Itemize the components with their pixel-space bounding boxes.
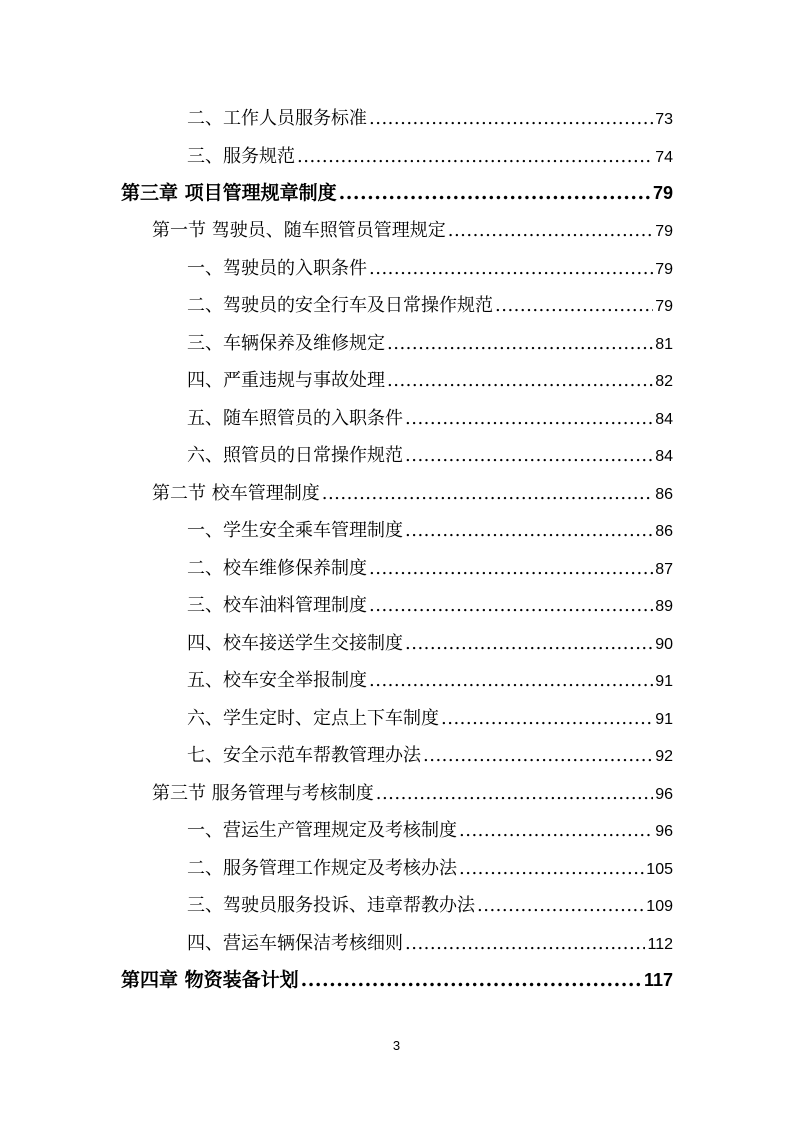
toc-section-entry[interactable] — [152, 222, 673, 240]
toc-leader-dots — [369, 597, 653, 615]
toc-entry-page: 91 — [655, 673, 673, 690]
toc-entry[interactable] — [187, 747, 673, 765]
toc-leader-dots — [459, 822, 653, 840]
toc-entry-title: 第四章 物资装备计划 — [121, 969, 299, 991]
toc-entry-page: 87 — [655, 561, 673, 578]
toc-entry-title: 六、学生定时、定点上下车制度 — [187, 708, 439, 729]
toc-leader-dots — [405, 935, 645, 953]
toc-entry-title: 七、安全示范车帮教管理办法 — [187, 745, 421, 766]
toc-entry[interactable] — [187, 410, 673, 428]
toc-entry-page: 79 — [655, 223, 673, 240]
toc-entry[interactable] — [187, 297, 673, 315]
toc-entry-title: 三、服务规范 — [187, 146, 295, 167]
toc-entry-page: 84 — [655, 411, 673, 428]
toc-leader-dots — [369, 110, 653, 128]
toc-entry-page: 79 — [655, 298, 673, 315]
toc-leader-dots — [441, 710, 653, 728]
toc-leader-dots — [369, 672, 653, 690]
toc-entry-page: 105 — [646, 861, 673, 878]
toc-entry-page: 81 — [655, 336, 673, 353]
toc-entry-title: 一、驾驶员的入职条件 — [187, 258, 367, 279]
toc-entry-page: 86 — [655, 486, 673, 503]
toc-entry-title: 五、校车安全举报制度 — [187, 670, 367, 691]
toc-leader-dots — [477, 897, 644, 915]
toc-section-entry[interactable] — [152, 485, 673, 503]
toc-entry-title: 一、学生安全乘车管理制度 — [187, 520, 403, 541]
toc-entry-page: 74 — [655, 149, 673, 166]
toc-leader-dots — [495, 297, 653, 315]
toc-leader-dots — [423, 747, 653, 765]
toc-entry-title: 六、照管员的日常操作规范 — [187, 445, 403, 466]
toc-entry[interactable] — [187, 710, 673, 728]
toc-entry-title: 四、严重违规与事故处理 — [187, 370, 385, 391]
toc-leader-dots — [387, 372, 653, 390]
toc-entry[interactable] — [187, 672, 673, 690]
toc-leader-dots — [376, 785, 653, 803]
toc-entry-page: 84 — [655, 448, 673, 465]
toc-entry-page: 96 — [655, 823, 673, 840]
toc-entry[interactable] — [187, 635, 673, 653]
toc-entry-page: 86 — [655, 523, 673, 540]
toc-leader-dots — [369, 560, 653, 578]
toc-entry-title: 一、营运生产管理规定及考核制度 — [187, 820, 457, 841]
toc-entry-title: 第一节 驾驶员、随车照管员管理规定 — [152, 220, 446, 241]
toc-entry-page: 79 — [655, 261, 673, 278]
toc-leader-dots — [405, 410, 653, 428]
toc-entry[interactable] — [187, 560, 673, 578]
toc-entry-page: 79 — [652, 183, 673, 203]
toc-entry[interactable] — [187, 260, 673, 278]
toc-leader-dots — [322, 485, 653, 503]
toc-entry[interactable] — [187, 447, 673, 465]
toc-entry-title: 三、车辆保养及维修规定 — [187, 333, 385, 354]
toc-entry[interactable] — [187, 372, 673, 390]
toc-entry-title: 第三节 服务管理与考核制度 — [152, 783, 374, 804]
toc-entry[interactable] — [187, 822, 673, 840]
toc-entry[interactable] — [187, 522, 673, 540]
toc-entry-title: 三、校车油料管理制度 — [187, 595, 367, 616]
toc-leader-dots — [405, 635, 653, 653]
toc-chapter-entry[interactable] — [121, 971, 673, 990]
toc-leader-dots — [448, 222, 653, 240]
toc-entry-page: 89 — [655, 598, 673, 615]
toc-entry[interactable] — [187, 335, 673, 353]
toc-leader-dots — [459, 860, 644, 878]
toc-entry-page: 117 — [643, 970, 673, 990]
toc-entry-page: 112 — [647, 936, 673, 953]
toc-leader-dots — [301, 971, 642, 990]
toc-entry-page: 73 — [655, 111, 673, 128]
toc-entry-title: 二、工作人员服务标准 — [187, 108, 367, 129]
toc-entry[interactable] — [187, 860, 673, 878]
toc-entry-title: 三、驾驶员服务投诉、违章帮教办法 — [187, 895, 475, 916]
toc-entry-page: 92 — [655, 748, 673, 765]
toc-section-entry[interactable] — [152, 785, 673, 803]
toc-entry-title: 二、服务管理工作规定及考核办法 — [187, 858, 457, 879]
toc-entry-title: 二、驾驶员的安全行车及日常操作规范 — [187, 295, 493, 316]
toc-entry-page: 82 — [655, 373, 673, 390]
toc-leader-dots — [405, 522, 653, 540]
toc-entry[interactable] — [187, 597, 673, 615]
toc-entry-title: 第三章 项目管理规章制度 — [121, 182, 337, 204]
toc-entry-title: 第二节 校车管理制度 — [152, 483, 320, 504]
page-number: 3 — [392, 1038, 401, 1053]
toc-entry-title: 四、校车接送学生交接制度 — [187, 633, 403, 654]
toc-entry-title: 五、随车照管员的入职条件 — [187, 408, 403, 429]
toc-leader-dots — [297, 148, 653, 166]
toc-leader-dots — [369, 260, 653, 278]
toc-leader-dots — [405, 447, 653, 465]
toc-chapter-entry[interactable] — [121, 184, 673, 203]
toc-entry-page: 91 — [655, 711, 673, 728]
toc-entry-page: 90 — [655, 636, 673, 653]
toc-entry[interactable] — [187, 110, 673, 128]
toc-entry[interactable] — [187, 897, 673, 915]
toc-leader-dots — [339, 184, 651, 203]
toc-entry[interactable] — [187, 935, 673, 953]
toc-entry-title: 二、校车维修保养制度 — [187, 558, 367, 579]
toc-entry-page: 96 — [655, 786, 673, 803]
toc-entry[interactable] — [187, 148, 673, 166]
toc-entry-title: 四、营运车辆保洁考核细则 — [187, 933, 403, 954]
toc-leader-dots — [387, 335, 653, 353]
toc-entry-page: 109 — [646, 898, 673, 915]
